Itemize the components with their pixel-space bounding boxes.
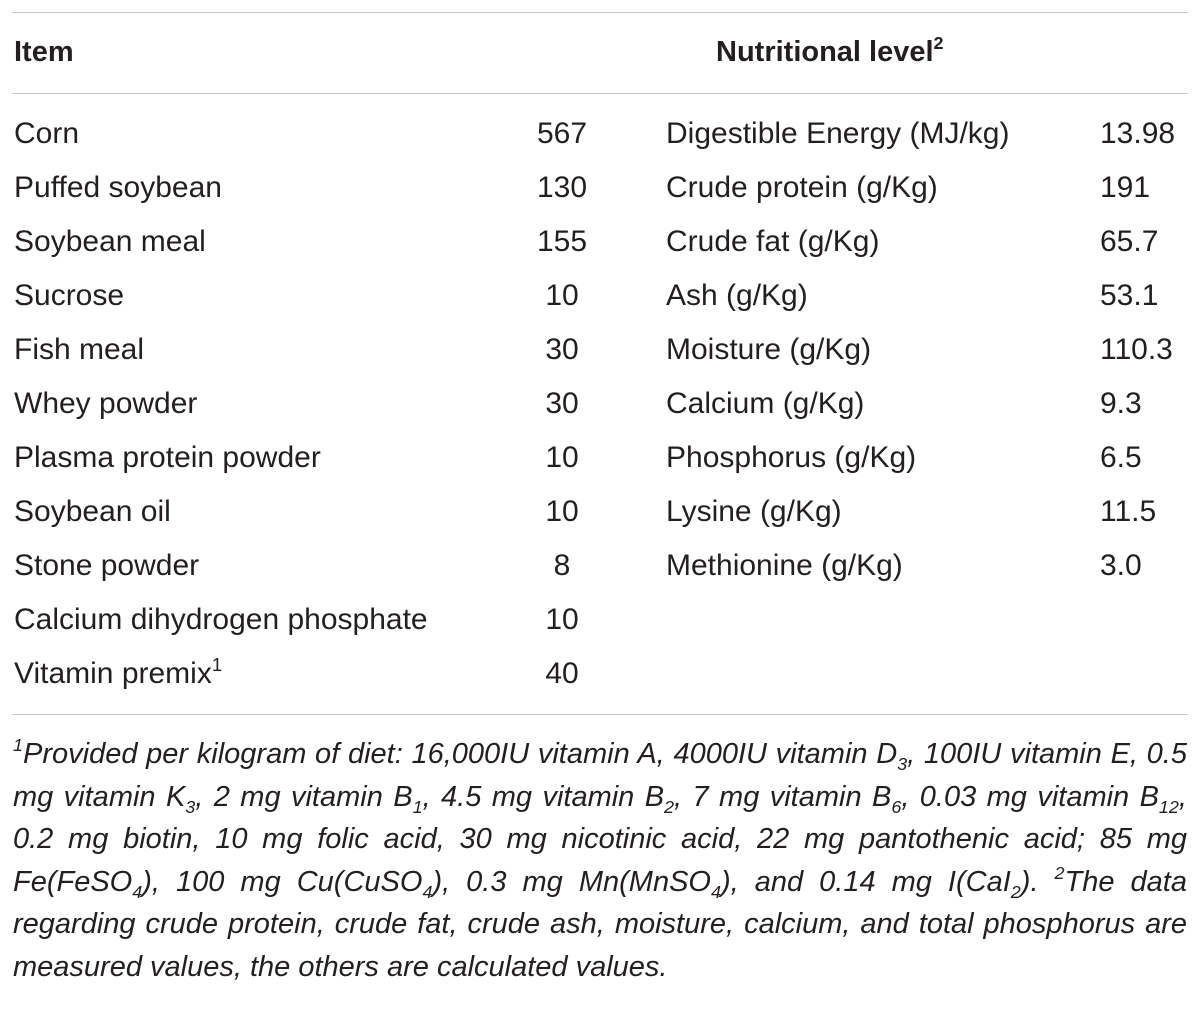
footnote-subscript: 12 bbox=[1158, 796, 1179, 817]
header-nutritional-sup: 2 bbox=[933, 33, 944, 54]
header-nutritional-label: Nutritional level bbox=[716, 36, 934, 68]
item-amount: 567 bbox=[536, 117, 588, 150]
nutrient-level: 110.3 bbox=[1100, 333, 1173, 366]
footnote-subscript: 6 bbox=[891, 796, 902, 817]
item-amount: 8 bbox=[553, 549, 571, 582]
item-name: Puffed soybean bbox=[14, 171, 222, 204]
footnote-subscript: 4 bbox=[422, 881, 433, 902]
nutrient-level: 13.98 bbox=[1100, 117, 1176, 150]
footnote-subscript: 4 bbox=[132, 881, 143, 902]
nutrient-name: Phosphorus (g/Kg) bbox=[666, 441, 917, 474]
nutrient-name: Ash (g/Kg) bbox=[666, 279, 808, 312]
item-name: Sucrose bbox=[14, 279, 125, 312]
top-rule bbox=[12, 12, 1188, 13]
footnote-text: , 7 mg vitamin B bbox=[674, 780, 892, 813]
item-amount: 40 bbox=[545, 657, 579, 690]
footnote-text: , 4.5 mg vitamin B bbox=[422, 780, 665, 813]
item-name: Whey powder bbox=[14, 387, 198, 420]
nutrient-level: 11.5 bbox=[1100, 495, 1157, 528]
item-name: Plasma protein powder bbox=[14, 441, 321, 474]
header-rule bbox=[12, 93, 1188, 94]
footnote-subscript: 2 bbox=[1010, 881, 1021, 902]
nutrient-level: 9.3 bbox=[1100, 387, 1142, 420]
footnote-text: ), 0.3 mg Mn(MnSO bbox=[432, 865, 711, 898]
nutrient-name: Crude protein (g/Kg) bbox=[666, 171, 938, 204]
nutrient-name: Crude fat (g/Kg) bbox=[666, 225, 880, 258]
footnote bbox=[13, 733, 1187, 989]
nutrient-level: 6.5 bbox=[1100, 441, 1142, 474]
nutrient-level: 65.7 bbox=[1100, 225, 1159, 258]
item-footnote-marker: 1 bbox=[211, 654, 223, 676]
item-name bbox=[14, 654, 222, 694]
item-amount: 10 bbox=[545, 279, 579, 312]
footnote-subscript: 3 bbox=[185, 796, 196, 817]
footnote-text: , 0.2 mg biotin, 10 mg folic acid, 30 mg nicotinic acid, 22 mg pantothenic acid; 85 mg Fe(FeSO bbox=[13, 780, 1187, 898]
item-amount: 10 bbox=[545, 495, 579, 528]
footnote-text: ). bbox=[1020, 865, 1055, 898]
item-amount: 130 bbox=[536, 171, 588, 204]
bottom-rule bbox=[12, 714, 1188, 715]
footnote-text: , 100IU vitamin E, 0.5 mg vitamin K bbox=[13, 738, 1187, 813]
header-nutritional-level bbox=[716, 32, 944, 72]
nutrient-name: Calcium (g/Kg) bbox=[666, 387, 865, 420]
nutrient-name: Methionine (g/Kg) bbox=[666, 549, 903, 582]
nutrient-level: 53.1 bbox=[1100, 279, 1159, 312]
footnote-subscript: 4 bbox=[710, 881, 721, 902]
nutrient-name: Moisture (g/Kg) bbox=[666, 333, 872, 366]
footnote-text: ), and 0.14 mg I(CaI bbox=[720, 865, 1011, 898]
item-amount: 155 bbox=[536, 225, 588, 258]
footnote-subscript: 1 bbox=[412, 796, 423, 817]
footnote-subscript: 3 bbox=[897, 753, 908, 774]
footnote-sup-2: 2 bbox=[1054, 863, 1065, 884]
footnote-text: ), 100 mg Cu(CuSO bbox=[142, 865, 423, 898]
item-name: Soybean meal bbox=[14, 225, 206, 258]
nutrient-name: Digestible Energy (MJ/kg) bbox=[666, 117, 1010, 150]
item-amount: 30 bbox=[545, 333, 579, 366]
nutrient-level: 191 bbox=[1100, 171, 1151, 204]
footnote-text: Provided per kilogram of diet: 16,000IU vitamin A, 4000IU vitamin D bbox=[23, 738, 898, 770]
item-name: Fish meal bbox=[14, 333, 145, 366]
footnote-text: , 0.03 mg vitamin B bbox=[901, 780, 1159, 813]
item-name: Soybean oil bbox=[14, 495, 171, 528]
header-item: Item bbox=[14, 36, 74, 68]
nutrient-level: 3.0 bbox=[1100, 549, 1142, 582]
item-name: Corn bbox=[14, 117, 80, 150]
item-name-text: Vitamin premix bbox=[14, 657, 212, 690]
item-amount: 10 bbox=[545, 441, 579, 474]
footnote-subscript: 2 bbox=[664, 796, 675, 817]
nutrient-name: Lysine (g/Kg) bbox=[666, 495, 842, 528]
item-amount: 10 bbox=[545, 603, 579, 636]
item-name: Stone powder bbox=[14, 549, 200, 582]
item-name: Calcium dihydrogen phosphate bbox=[14, 603, 428, 636]
item-amount: 30 bbox=[545, 387, 579, 420]
footnote-text: , 2 mg vitamin B bbox=[195, 780, 413, 813]
footnote-sup-1: 1 bbox=[13, 735, 23, 756]
footnote-text: The data regarding crude protein, crude fat, crude ash, moisture, calcium, and total phosphorus are measured values, the others are calculated values. bbox=[13, 865, 1187, 983]
